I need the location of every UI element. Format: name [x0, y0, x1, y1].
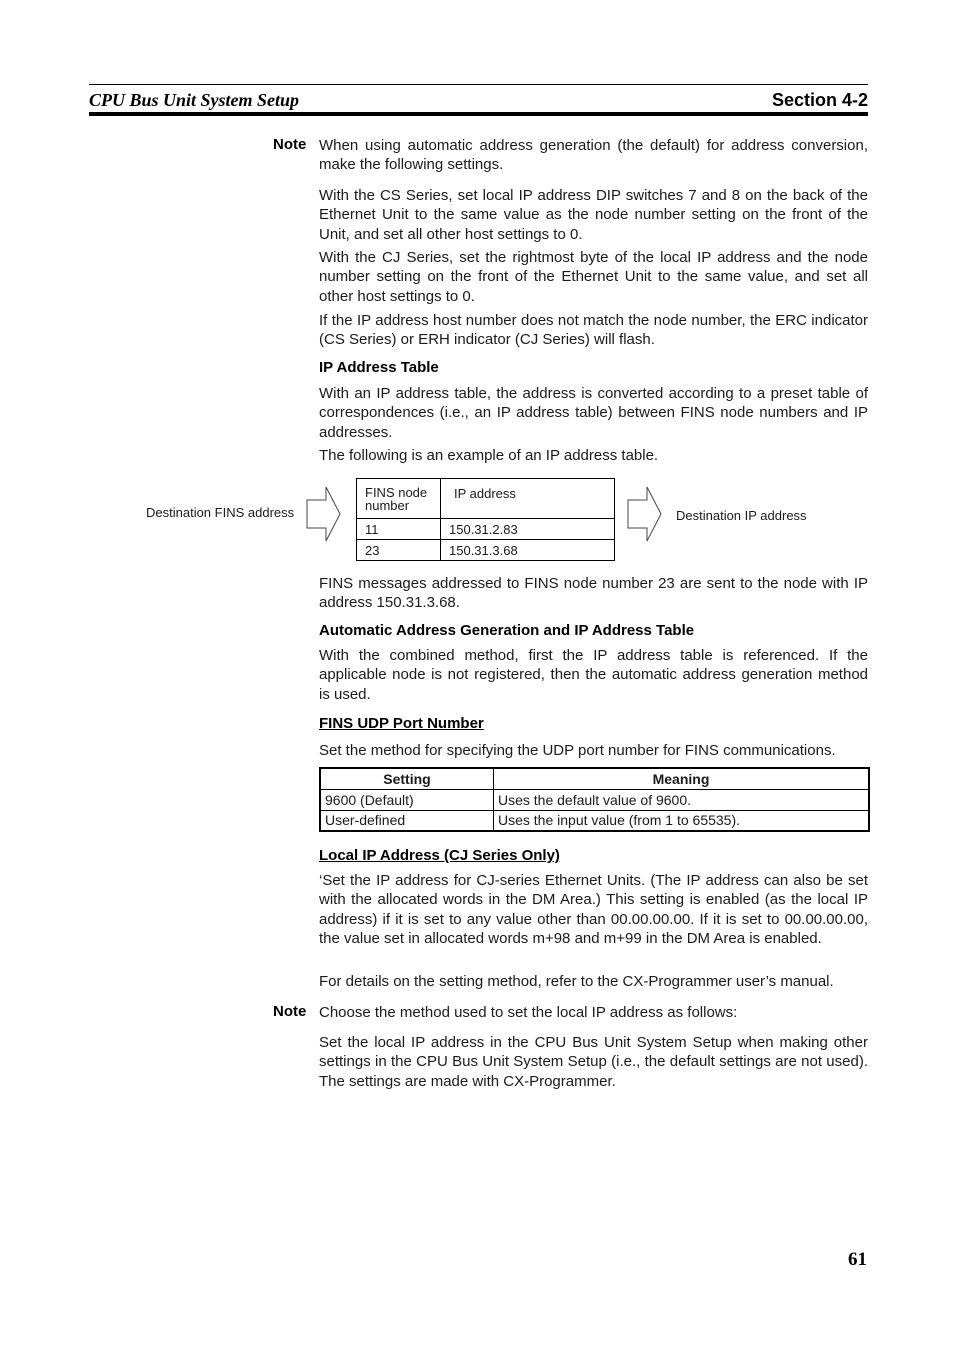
fins-udp-port-heading: FINS UDP Port Number: [319, 715, 484, 732]
ip-table-paragraph: With an IP address table, the address is converted according to a preset table of correspondences (i.e., an IP address table) between FINS node numbers and IP addresses.: [319, 385, 868, 441]
setting-header: Setting: [320, 768, 494, 789]
udp-port-table: [319, 767, 870, 832]
setting-cell: User-defined: [320, 810, 494, 831]
indicator-paragraph: If the IP address host number does not match the node number, the ERC indicator (CS Series) or ERH indicator (CJ Series) will flash.: [319, 312, 868, 349]
table-row: [320, 810, 869, 831]
arrow-right-icon: [627, 486, 663, 544]
table-row: [320, 789, 869, 810]
combined-method-heading: Automatic Address Generation and IP Address Table: [319, 622, 695, 639]
destination-fins-label: Destination FINS address: [146, 505, 295, 520]
fins-message-paragraph: FINS messages addressed to FINS node number 23 are sent to the node with IP address 150.31.3.68.: [319, 575, 868, 612]
arrow-right-icon: [306, 486, 342, 544]
destination-ip-label: Destination IP address: [676, 508, 807, 523]
cj-series-paragraph: With the CJ Series, set the rightmost byte of the local IP address and the node number setting on the front of the Ethernet Unit to the same value, and set all other host settings to 0.: [319, 249, 868, 305]
node-cell: 11: [357, 519, 441, 540]
fins-node-header: FINS node number: [357, 479, 441, 519]
note-label: Note: [273, 1003, 307, 1020]
note-label: Note: [273, 136, 307, 153]
combined-method-paragraph: With the combined method, first the IP address table is referenced. If the applicable node is not registered, then the automatic address generation method is used.: [319, 647, 868, 703]
meaning-cell: Uses the input value (from 1 to 65535).: [494, 810, 870, 831]
table-row: [357, 540, 615, 561]
meaning-cell: Uses the default value of 9600.: [494, 789, 870, 810]
header-top-rule: [89, 84, 868, 85]
ip-address-table: [356, 478, 615, 561]
header-bottom-rule: [89, 112, 868, 116]
ip-table-example-intro: The following is an example of an IP address table.: [319, 447, 659, 464]
ip-cell: 150.31.3.68: [441, 540, 615, 561]
setting-cell: 9600 (Default): [320, 789, 494, 810]
note-paragraph: Choose the method used to set the local IP address as follows:: [319, 1004, 738, 1021]
ip-address-header: IP address: [441, 479, 615, 519]
ip-cell: 150.31.2.83: [441, 519, 615, 540]
page-number: 61: [848, 1249, 867, 1270]
udp-port-paragraph: Set the method for specifying the UDP port number for FINS communications.: [319, 742, 836, 759]
local-ip-heading: Local IP Address (CJ Series Only): [319, 847, 560, 864]
table-row: [357, 519, 615, 540]
cs-series-paragraph: With the CS Series, set local IP address DIP switches 7 and 8 on the back of the Ethernet Unit to the same value as the node number setting on the front of the Unit, and set all other host settings to 0.: [319, 187, 868, 243]
node-cell: 23: [357, 540, 441, 561]
note-paragraph: When using automatic address generation (the default) for address conversion, make the following settings.: [319, 137, 868, 174]
setting-method-paragraph: For details on the setting method, refer to the CX-Programmer user’s manual.: [319, 973, 834, 990]
local-ip-method-paragraph: Set the local IP address in the CPU Bus Unit System Setup when making other settings in the CPU Bus Unit System Setup (i.e., the default settings are not used). The settings are made with CX-Programmer.: [319, 1034, 868, 1090]
running-header-title: CPU Bus Unit System Setup: [89, 90, 300, 110]
ip-address-table-heading: IP Address Table: [319, 359, 439, 376]
section-number: Section 4-2: [771, 90, 868, 110]
local-ip-paragraph: ‘Set the IP address for CJ-series Ethernet Units. (The IP address can also be set with the allocated words in the DM Area.) This setting is enabled (as the local IP address) if it is set to any value other than 00.00.00.00. If it is set to 00.00.00.00, the value set in allocated words m+98 and m+99 in the DM Area is enabled.: [319, 872, 868, 947]
meaning-header: Meaning: [494, 768, 870, 789]
